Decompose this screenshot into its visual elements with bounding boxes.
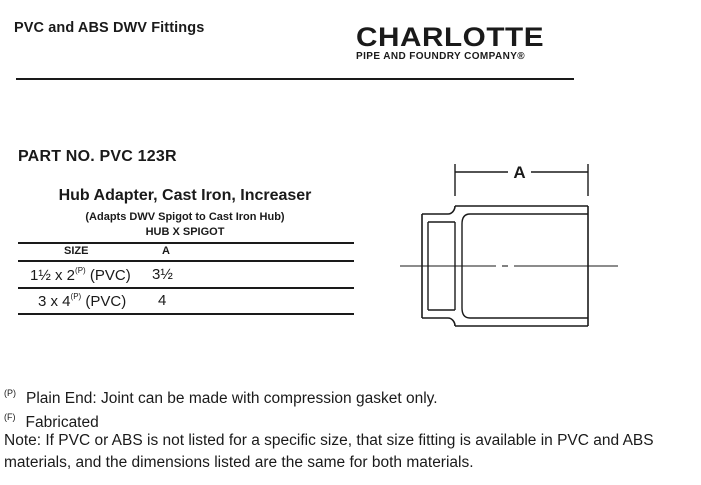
footnote-text: Fabricated (25, 414, 99, 431)
company-logo (356, 24, 576, 62)
table-header-rule (18, 260, 354, 262)
size-material: (PVC) (85, 267, 131, 284)
table-row-size (38, 292, 126, 310)
table-top-rule (18, 242, 354, 244)
table-row-size (30, 266, 131, 284)
size-value: 1½ x 2 (30, 267, 76, 284)
table-row-dimension-a: 3½ (152, 266, 173, 283)
page-section-title: PVC and ABS DWV Fittings (14, 20, 205, 36)
part-number: PART NO. PVC 123R (18, 148, 177, 165)
footnote-fabricated (4, 408, 99, 432)
product-title: Hub Adapter, Cast Iron, Increaser (58, 187, 312, 204)
column-header-size: SIZE (64, 245, 89, 257)
column-header-a: A (162, 245, 170, 257)
dimension-label-a: A (513, 163, 526, 182)
table-row-dimension-a: 4 (158, 292, 167, 309)
size-value: 3 x 4 (38, 293, 71, 310)
footnote-text: Plain End: Joint can be made with compression gasket only. (26, 390, 438, 407)
table-bottom-rule (18, 313, 354, 315)
footnote-mark: (F) (4, 412, 16, 422)
materials-note: Note: If PVC or ABS is not listed for a specific size, that size fitting is available in PVC and ABS materials, and the dimensions listed are the same for both materials. (4, 432, 654, 471)
footnote-plain-end (4, 384, 438, 408)
table-row-rule (18, 287, 354, 289)
header-divider (16, 78, 574, 80)
product-type: HUB X SPIGOT (145, 226, 225, 238)
fitting-drawing (398, 158, 626, 338)
size-footnote-mark: (P) (75, 266, 86, 275)
size-material: (PVC) (81, 293, 127, 310)
logo-subtitle: PIPE AND FOUNDRY COMPANY® (356, 51, 526, 62)
size-footnote-mark: (P) (70, 292, 82, 301)
logo-name: CHARLOTTE (356, 22, 545, 52)
footnote-mark: (P) (4, 388, 16, 398)
product-subtitle: (Adapts DWV Spigot to Cast Iron Hub) (85, 211, 285, 223)
